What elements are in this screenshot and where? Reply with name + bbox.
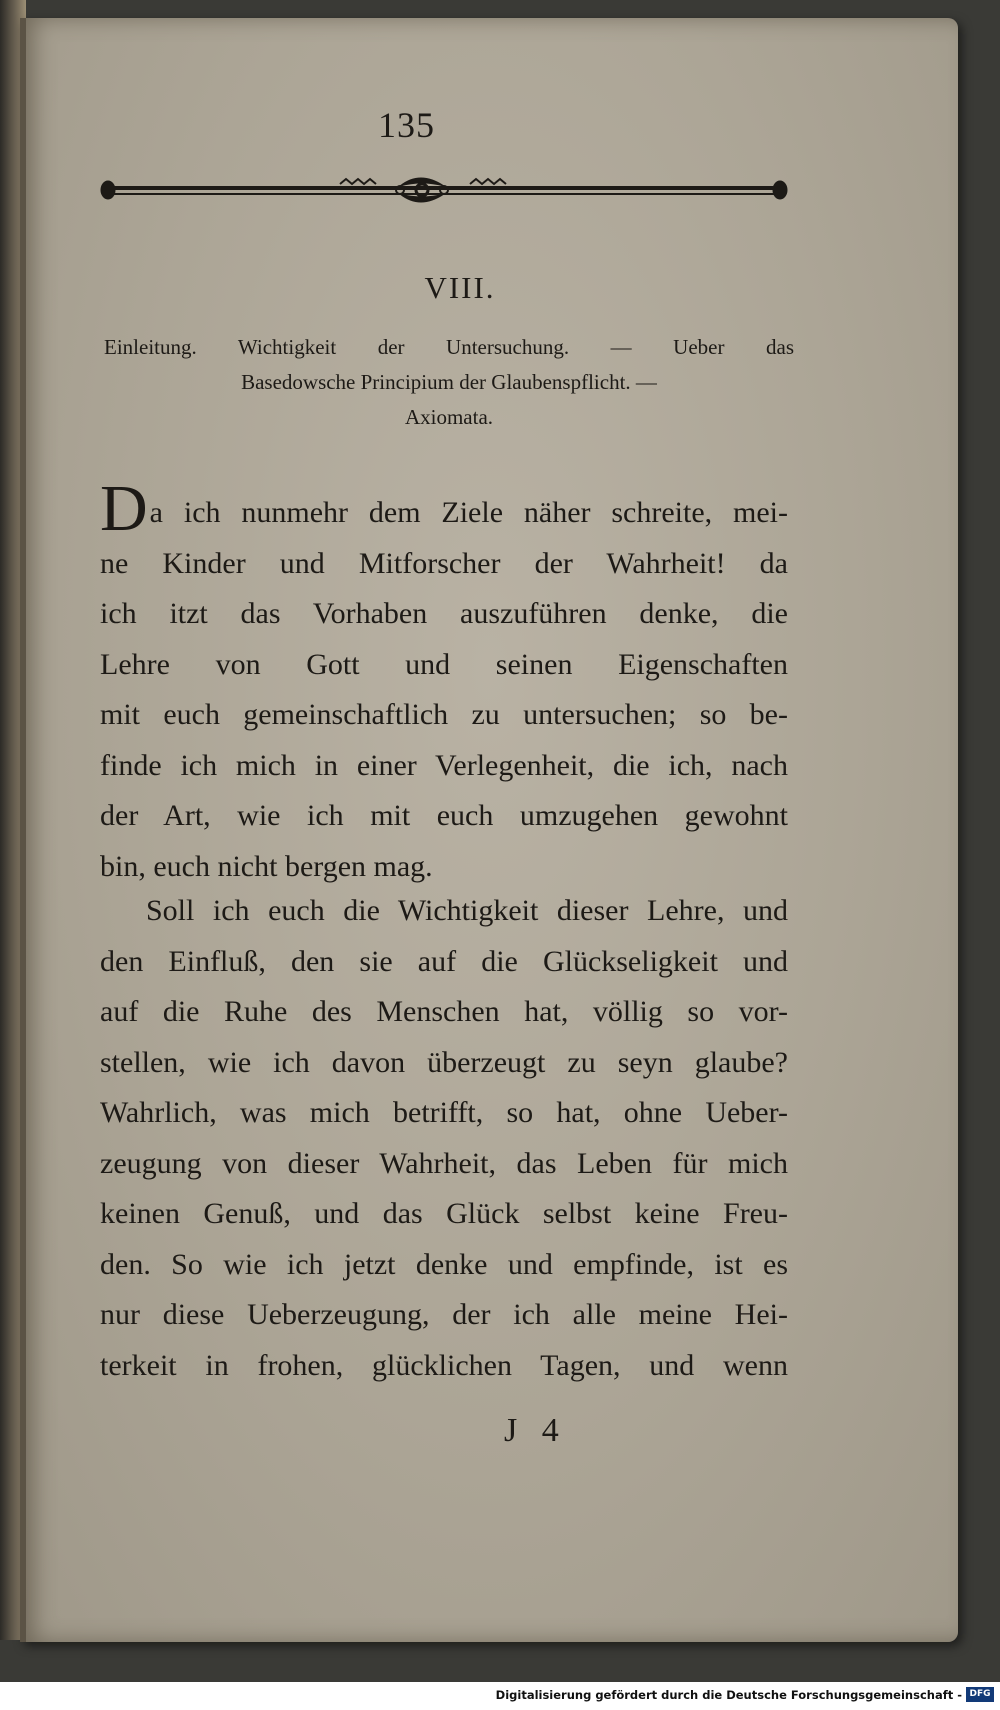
paragraph-1 <box>100 472 788 892</box>
signature-mark: J 4 <box>504 1412 567 1449</box>
text-line: den Einfluß, den sie auf die Glückseligkeit und <box>100 944 788 978</box>
drop-cap: D <box>100 472 148 545</box>
text-line: der Art, wie ich mit euch umzugehen gewohnt <box>100 799 788 832</box>
summary-line: Einleitung. Wichtigkeit der Untersuchung. — Ueber das <box>104 335 794 359</box>
text-line: auf die Ruhe des Menschen hat, völlig so vor- <box>100 995 788 1028</box>
summary-line: Axiomata. <box>404 405 494 429</box>
text-line: ne Kinder und Mitforscher der Wahrheit! da <box>100 546 788 580</box>
text-line: zeugung von dieser Wahrheit, das Leben für mich <box>100 1146 788 1180</box>
text-line: Lehre von Gott und seinen Eigenschaften <box>100 647 788 681</box>
text-line: Soll ich euch die Wichtigkeit dieser Lehre, und <box>146 894 788 927</box>
text-line: ich itzt das Vorhaben auszuführen denke, die <box>100 597 788 630</box>
summary-line: Basedowsche Principium der Glaubenspflicht. — <box>241 370 657 394</box>
chapter-summary <box>104 330 794 435</box>
text-line: mit euch gemeinschaftlich zu untersuchen; so be- <box>100 698 788 731</box>
text-line: terkeit in frohen, glücklichen Tagen, und wenn <box>100 1348 788 1382</box>
decorative-rule-ornament <box>100 172 788 208</box>
funding-credit: Digitalisierung gefördert durch die Deutsche Forschungsgemeinschaft - <box>495 1688 962 1702</box>
text-line: nur diese Ueberzeugung, der ich alle meine Hei- <box>100 1298 788 1331</box>
text-line: Da ich nunmehr dem Ziele näher schreite, mei- <box>100 472 788 545</box>
text-line: finde ich mich in einer Verlegenheit, die ich, nach <box>100 748 788 782</box>
text-line: den. So wie ich jetzt denke und empfinde, ist es <box>100 1247 788 1281</box>
text-line: bin, euch nicht bergen mag. <box>100 849 433 883</box>
page-number: 135 <box>378 105 435 145</box>
text-line: stellen, wie ich davon überzeugt zu seyn glaube? <box>100 1045 788 1079</box>
paragraph-2 <box>100 886 788 1391</box>
text-line: Wahrlich, was mich betrifft, so hat, ohne Ueber- <box>100 1096 788 1129</box>
dfg-logo: DFG <box>966 1687 994 1702</box>
page-gutter <box>20 18 26 1642</box>
chapter-heading: VIII. <box>424 270 496 305</box>
text-line: keinen Genuß, und das Glück selbst keine Freu- <box>100 1197 788 1230</box>
